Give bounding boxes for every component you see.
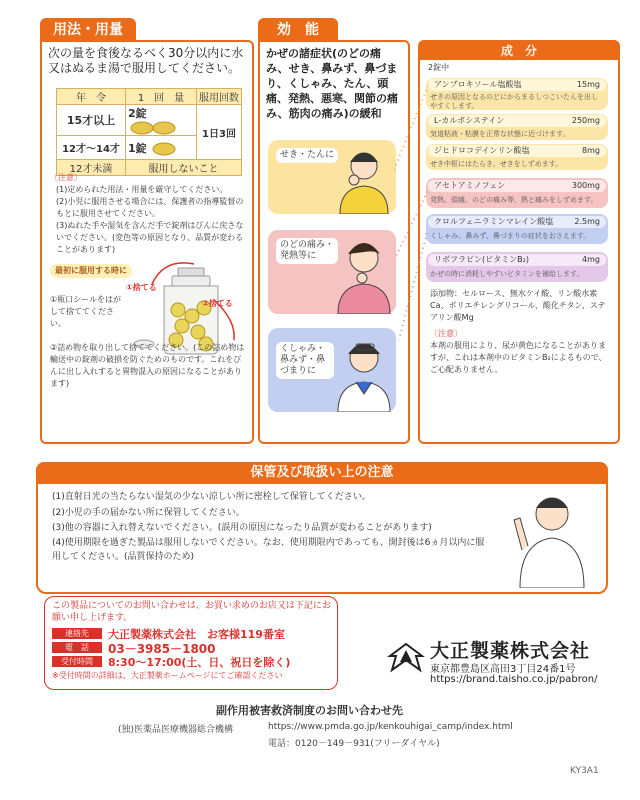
dose-15 <box>126 105 197 136</box>
effects-text: かぜの諸症状(のどの痛み、せき、鼻みず、鼻づまり、くしゃみ、たん、頭痛、発熱、悪寒、関節の痛み、筋肉の痛み)の緩和 <box>266 47 398 120</box>
ingredient-amount: 8mg <box>582 146 600 155</box>
dose-under12: 服用しないこと <box>126 160 242 176</box>
note-1: (1)定められた用法・用量を厳守してください。 <box>56 185 228 194</box>
dose-15-text: 2錠 <box>128 107 147 120</box>
ingredient-desc: 気道粘液・粘膜を正常な状態に近づけます。 <box>430 130 570 138</box>
ingredients-note: 本剤の服用により、尿が黄色になることがありますが、これは本剤中のビタミンB₂によるもので、ご心配ありません。 <box>430 341 607 374</box>
ingredient-carbocisteine <box>426 114 608 140</box>
taisho-eagle-logo <box>386 640 426 676</box>
ingredient-name: L-カルボシステイン <box>434 116 505 125</box>
contact-label-2: 電 話 <box>52 642 102 653</box>
step-2: ②詰め物を取り出して捨ててください。(この詰め物は輸送中の錠剤の破損を防ぐためのものです。これをびんに出し入れすると異物混入の原因になることがあります) <box>50 343 245 388</box>
header-dose: 1 回 量 <box>126 89 197 105</box>
discard-2-label: ②捨てる <box>202 299 233 308</box>
contact-hours: 8:30～17:00(土、日、祝日を除く) <box>108 656 291 669</box>
frequency-cell: 1日3回 <box>197 105 242 160</box>
ingredient-row <box>428 115 606 127</box>
note-2: (2)小児に服用させる場合には、保護者の指導監督のもとに服用させてください。 <box>56 197 244 218</box>
age-under12: 12才未満 <box>57 160 126 176</box>
ingredients-note-title: 〔注意〕 <box>430 329 462 338</box>
contact-value-1: 大正製薬株式会社 お客様119番室 <box>108 628 285 641</box>
first-time-badge: 最初に服用する時に <box>50 264 132 278</box>
dose-12-text: 1錠 <box>128 141 147 155</box>
throat-scene <box>268 230 396 314</box>
sneezing-person-icon <box>334 332 394 412</box>
header-freq: 服用回数 <box>197 89 242 105</box>
storage-item-1: (1)直射日光の当たらない湿気の少ない涼しい所に密栓して保管してください。 <box>52 492 371 502</box>
product-code: KY3A1 <box>570 766 599 776</box>
throat-bubble: のどの痛み・発熱等に <box>276 238 338 264</box>
storage-item-2: (2)小児の手の届かない所に保管してください。 <box>52 508 245 518</box>
dose-12 <box>126 136 197 160</box>
cough-bubble: せき・たんに <box>276 148 338 163</box>
ingredient-name: アンブロキソール塩酸塩 <box>434 80 522 89</box>
usage-tab: 用法・用量 <box>40 18 136 42</box>
notes-title: 〔注意〕 <box>50 173 82 182</box>
contact-label-3: 受付時間 <box>52 656 102 667</box>
header-age: 年 令 <box>57 89 126 105</box>
ingredient-row <box>428 180 606 192</box>
note-3: (3)ぬれた手や湿気を含んだ手で錠剤はびんに戻さないでください。(変色等の原因となり、品質が変わることがあります) <box>56 221 244 254</box>
ingredient-desc: せき中枢にはたらき、せきをしずめます。 <box>430 160 563 168</box>
storage-title: 保管及び取扱い上の注意 <box>250 465 394 480</box>
ingredient-amount: 15mg <box>576 80 600 89</box>
ingredient-ambroxol <box>426 78 608 110</box>
usage-panel <box>40 40 254 444</box>
ingredient-row <box>428 145 606 157</box>
coughing-person-icon <box>334 144 394 214</box>
storage-item-3: (3)他の容器に入れ替えないでください。(誤用の原因になったり品質が変わることがあります) <box>52 523 432 533</box>
relief-phone: 電話：0120－149－931(フリーダイヤル) <box>268 739 440 749</box>
ingredient-name: クロルフェニラミンマレイン酸塩 <box>434 217 554 226</box>
ingredient-amount: 250mg <box>571 116 600 125</box>
effects-tab: 効 能 <box>258 18 338 42</box>
cough-scene <box>268 140 396 214</box>
company-url[interactable]: https://brand.taisho.co.jp/pabron/ <box>430 674 598 685</box>
sneeze-bubble: くしゃみ・鼻みず・鼻づまりに <box>276 342 334 379</box>
ingredient-amount: 4mg <box>582 255 600 264</box>
ingredient-row <box>428 216 606 228</box>
ingredient-riboflavin <box>426 252 608 282</box>
ingredient-chlorpheniramine <box>426 214 608 244</box>
pharmacist-illustration <box>508 488 588 588</box>
ingredient-name: ジヒドロコデインリン酸塩 <box>434 146 530 155</box>
sore-throat-person-icon <box>334 234 394 314</box>
additives: 添加物：セルロース、無水ケイ酸、リン酸水素Ca、ポリエチレングリコール、酸化チタン、ステアリン酸Mg <box>430 289 606 322</box>
ingredient-row <box>428 79 606 91</box>
ingredient-acetaminophen <box>426 178 608 208</box>
ingredient-desc: せきの原因となるのどにからまるしつこいたんを出しやすくします。 <box>430 93 598 110</box>
age-15: 15才以上 <box>57 105 126 136</box>
age-12: 12才～14才 <box>57 136 126 160</box>
sneeze-scene <box>268 328 396 412</box>
ingredients-tab: 成 分 <box>420 42 618 60</box>
ingredient-name: リボフラビン(ビタミンB₂) <box>434 255 529 264</box>
tablet-icon <box>150 142 176 156</box>
ingredient-amount: 300mg <box>571 181 600 190</box>
discard-1-label: ①捨てる <box>126 283 157 292</box>
ingredient-desc: かぜの時に消耗しやすいビタミンを補給します。 <box>430 270 584 278</box>
relief-org: (独)医薬品医療機器総合機構 <box>118 725 234 735</box>
storage-item-4: (4)使用期限を過ぎた製品は服用しないでください。なお、使用期限内であっても、開封後は6ヵ月以内に服用してください。(品質保持のため) <box>52 538 485 562</box>
contact-phone[interactable]: 03－3985－1800 <box>108 642 216 656</box>
tablet-icon <box>128 121 176 135</box>
relief-title: 副作用被害救済制度のお問い合わせ先 <box>216 704 403 717</box>
company-address: 東京都豊島区高田3丁目24番1号 <box>430 664 576 675</box>
ingredient-row <box>428 254 606 266</box>
usage-intro: 次の量を食後なるべく30分以内に水又はぬるま湯で服用してください。 <box>48 46 244 75</box>
company-name: 大正製薬株式会社 <box>430 640 591 662</box>
ingredient-desc: くしゃみ、鼻みず、鼻づまりの症状をおさえます。 <box>430 232 591 240</box>
step-1: ①瓶口シールをはがして捨ててください。 <box>50 295 122 328</box>
ingredient-desc: 発熱、頭痛、のどの痛み等、熱と痛みをしずめます。 <box>430 196 598 204</box>
dose-table <box>56 88 242 176</box>
ingredient-name: アセトアミノフェン <box>434 181 506 190</box>
contact-footnote: ※受付時間の詳細は、大正製薬ホームページにてご確認ください <box>52 671 283 680</box>
ingredient-dihydrocodeine <box>426 144 608 170</box>
connector-dots <box>394 80 434 340</box>
ingredient-amount: 2.5mg <box>574 217 600 226</box>
relief-url[interactable]: https://www.pmda.go.jp/kenkouhigai_camp/index.html <box>268 722 513 732</box>
ingredients-subtitle: 2錠中 <box>428 63 450 72</box>
contact-label-1: 連絡先 <box>52 628 102 639</box>
contact-intro: この製品についてのお問い合わせは、お買い求めのお店又は下記にお願い申し上げます。 <box>52 601 331 623</box>
